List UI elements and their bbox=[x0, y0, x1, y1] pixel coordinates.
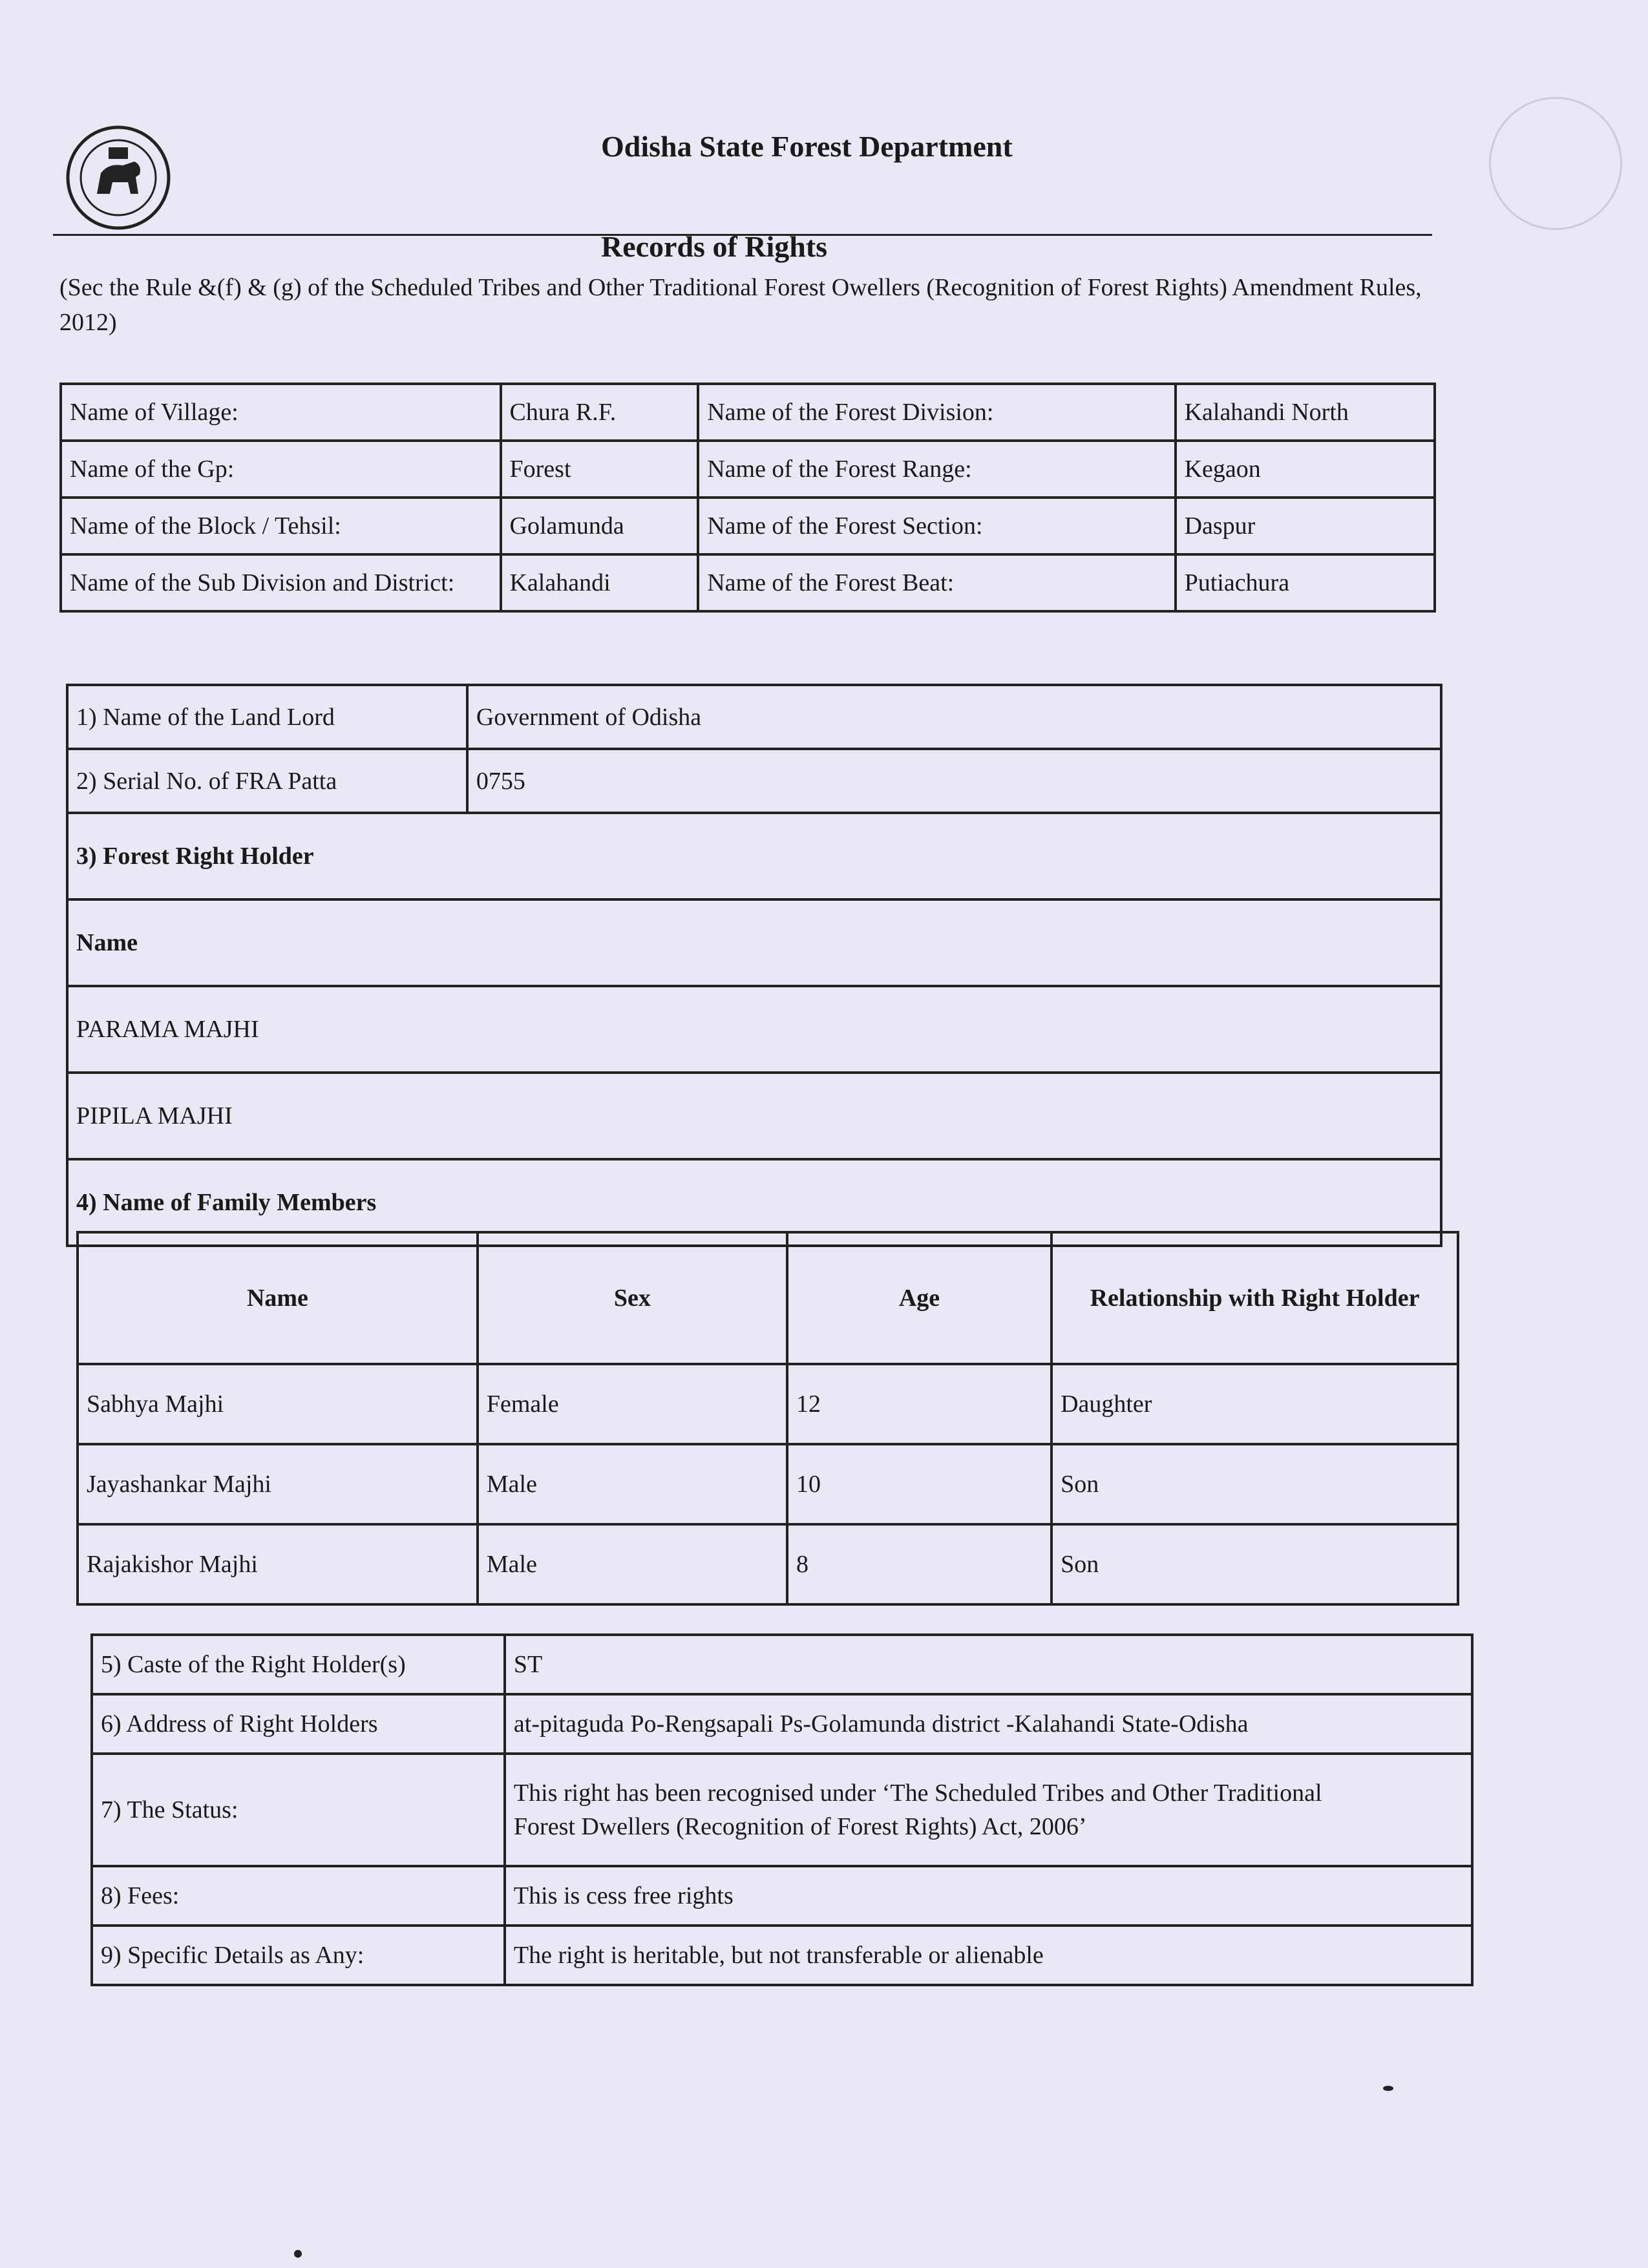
column-header-sex: Sex bbox=[478, 1232, 787, 1364]
forest-beat-value: Putiachura bbox=[1176, 554, 1435, 611]
serial-value: 0755 bbox=[467, 749, 1441, 813]
subdivision-value: Kalahandi bbox=[501, 554, 699, 611]
holder-table bbox=[66, 684, 1442, 1247]
right-holder-name: PARAMA MAJHI bbox=[67, 986, 1441, 1073]
table-row bbox=[92, 1754, 1472, 1866]
table-row bbox=[67, 1073, 1441, 1159]
member-name: Jayashankar Majhi bbox=[78, 1444, 478, 1524]
gp-label: Name of the Gp: bbox=[61, 441, 501, 498]
table-row bbox=[67, 749, 1441, 813]
faded-seal-icon bbox=[1489, 97, 1622, 230]
forest-section-value: Daspur bbox=[1176, 498, 1435, 554]
table-row bbox=[92, 1635, 1472, 1694]
forest-beat-label: Name of the Forest Beat: bbox=[698, 554, 1175, 611]
column-header-name: Name bbox=[78, 1232, 478, 1364]
address-label: 6) Address of Right Holders bbox=[92, 1694, 505, 1754]
member-name: Rajakishor Majhi bbox=[78, 1524, 478, 1604]
status-line: This right has been recognised under ‘The Scheduled Tribes and Other Traditional bbox=[513, 1780, 1322, 1807]
location-table bbox=[59, 383, 1436, 613]
village-label: Name of Village: bbox=[61, 384, 501, 441]
status-line: Forest Dwellers (Recognition of Forest Rights) Act, 2006’ bbox=[513, 1813, 1087, 1840]
table-row bbox=[92, 1866, 1472, 1926]
fees-label: 8) Fees: bbox=[92, 1866, 505, 1926]
forest-section-label: Name of the Forest Section: bbox=[698, 498, 1175, 554]
member-relation: Son bbox=[1051, 1524, 1458, 1604]
odisha-emblem-icon bbox=[63, 123, 173, 233]
column-header-age: Age bbox=[787, 1232, 1051, 1364]
table-header-row bbox=[78, 1232, 1458, 1364]
name-heading: Name bbox=[67, 899, 1441, 986]
forest-range-label: Name of the Forest Range: bbox=[698, 441, 1175, 498]
forest-range-value: Kegaon bbox=[1176, 441, 1435, 498]
table-row bbox=[92, 1926, 1472, 1985]
member-sex: Male bbox=[478, 1524, 787, 1604]
column-header-relationship: Relationship with Right Holder bbox=[1051, 1232, 1458, 1364]
specific-label: 9) Specific Details as Any: bbox=[92, 1926, 505, 1985]
caste-label: 5) Caste of the Right Holder(s) bbox=[92, 1635, 505, 1694]
land-lord-value: Government of Odisha bbox=[467, 685, 1441, 749]
speck-mark bbox=[1383, 2086, 1393, 2091]
member-age: 12 bbox=[787, 1364, 1051, 1444]
block-value: Golamunda bbox=[501, 498, 699, 554]
caste-value: ST bbox=[505, 1635, 1472, 1694]
fees-value: This is cess free rights bbox=[505, 1866, 1472, 1926]
status-label: 7) The Status: bbox=[92, 1754, 505, 1866]
details-table bbox=[90, 1633, 1474, 1986]
member-relation: Son bbox=[1051, 1444, 1458, 1524]
table-row bbox=[67, 685, 1441, 749]
records-title: Records of Rights bbox=[601, 230, 828, 263]
table-row bbox=[78, 1364, 1458, 1444]
status-value bbox=[505, 1754, 1472, 1866]
specific-value: The right is heritable, but not transferable or alienable bbox=[505, 1926, 1472, 1985]
member-name: Sabhya Majhi bbox=[78, 1364, 478, 1444]
member-age: 10 bbox=[787, 1444, 1051, 1524]
table-row bbox=[78, 1444, 1458, 1524]
address-value: at-pitaguda Po-Rengsapali Ps-Golamunda district -Kalahandi State-Odisha bbox=[505, 1694, 1472, 1754]
right-holder-name: PIPILA MAJHI bbox=[67, 1073, 1441, 1159]
table-row bbox=[61, 498, 1435, 554]
table-row bbox=[61, 441, 1435, 498]
serial-label: 2) Serial No. of FRA Patta bbox=[67, 749, 467, 813]
table-row bbox=[92, 1694, 1472, 1754]
table-row bbox=[61, 384, 1435, 441]
right-holder-heading: 3) Forest Right Holder bbox=[67, 813, 1441, 899]
table-row bbox=[67, 986, 1441, 1073]
family-table bbox=[76, 1231, 1459, 1606]
family-heading: 4) Name of Family Members bbox=[67, 1159, 1441, 1246]
member-age: 8 bbox=[787, 1524, 1051, 1604]
speck-mark bbox=[294, 2250, 302, 2258]
block-label: Name of the Block / Tehsil: bbox=[61, 498, 501, 554]
rule-reference: (Sec the Rule &(f) & (g) of the Scheduled Tribes and Other Traditional Forest Owellers (Recognition of Forest Rights) Amendment Rules, 2012) bbox=[59, 274, 1422, 336]
subdivision-label: Name of the Sub Division and District: bbox=[61, 554, 501, 611]
department-title: Odisha State Forest Department bbox=[601, 130, 1013, 163]
table-row bbox=[61, 554, 1435, 611]
table-row bbox=[67, 813, 1441, 899]
table-row bbox=[67, 899, 1441, 986]
member-sex: Male bbox=[478, 1444, 787, 1524]
forest-division-value: Kalahandi North bbox=[1176, 384, 1435, 441]
land-lord-label: 1) Name of the Land Lord bbox=[67, 685, 467, 749]
member-relation: Daughter bbox=[1051, 1364, 1458, 1444]
gp-value: Forest bbox=[501, 441, 699, 498]
table-row bbox=[78, 1524, 1458, 1604]
forest-division-label: Name of the Forest Division: bbox=[698, 384, 1175, 441]
village-value: Chura R.F. bbox=[501, 384, 699, 441]
member-sex: Female bbox=[478, 1364, 787, 1444]
